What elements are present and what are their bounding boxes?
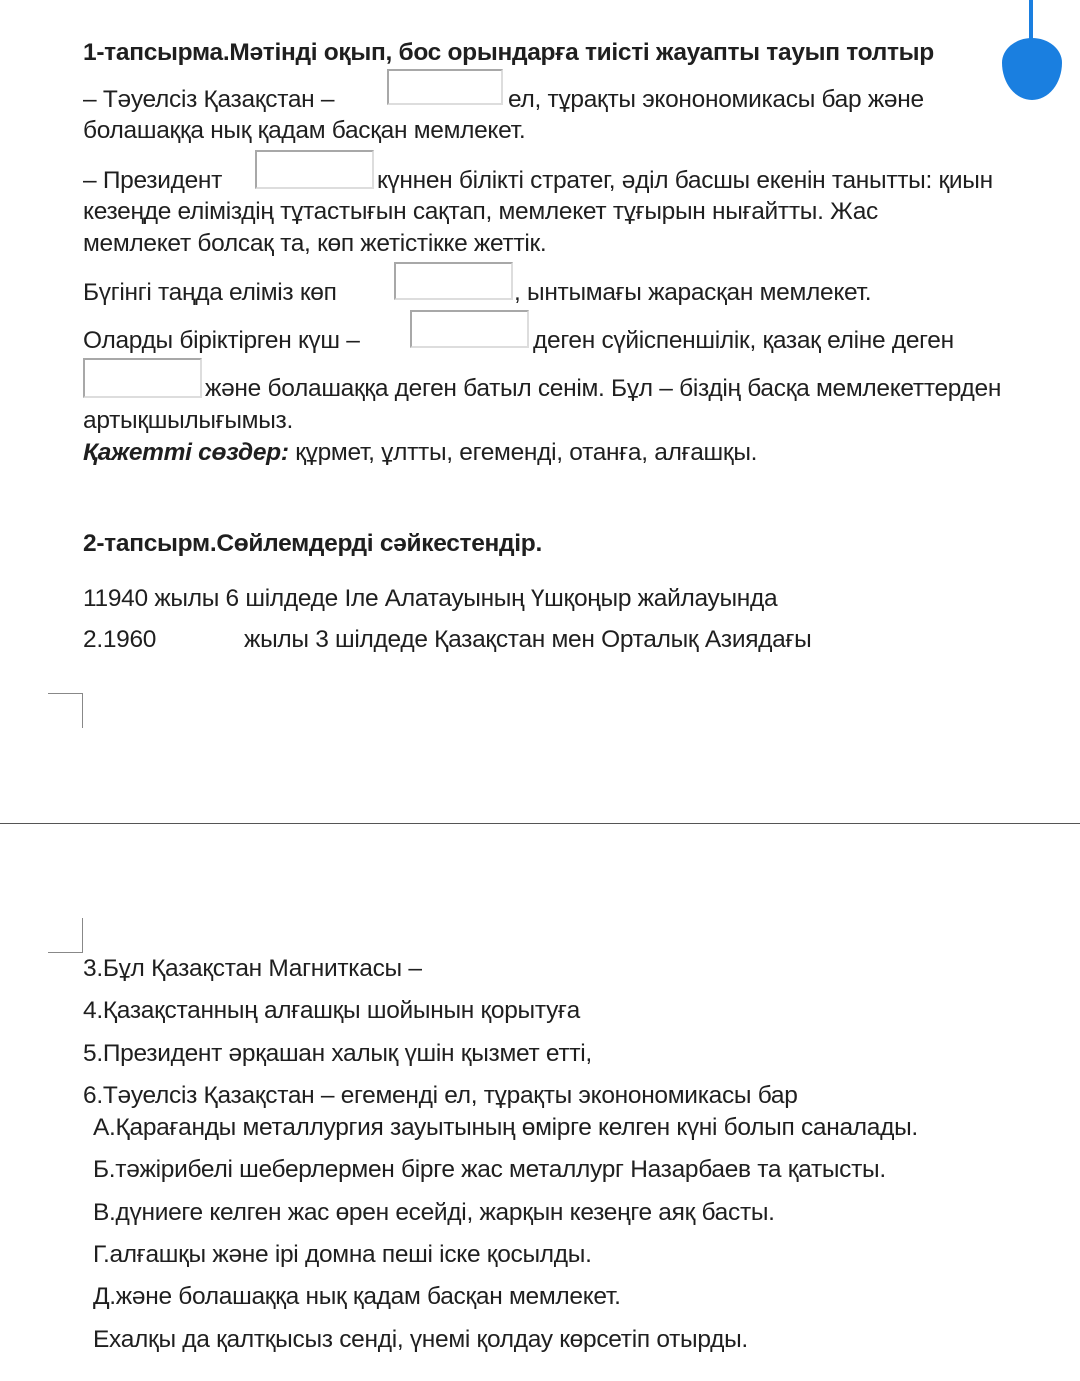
sentence-5: 5.Президент әрқашан халық үшін қызмет етті, [83, 1040, 592, 1067]
text-line: Оларды біріктірген күш – [83, 327, 360, 354]
text-line: күннен білікті стратег, әділ басшы екенін танытты: қиын [377, 167, 993, 194]
text-line: болашаққа нық қадам басқан мемлекет. [83, 117, 526, 144]
text-line: – Тәуелсіз Қазақстан – [83, 86, 335, 113]
sentence-3: 3.Бұл Қазақстан Магниткасы – [83, 955, 422, 982]
sentence-2: жылы 3 шілдеде Қазақстан мен Орталық Азиядағы [244, 626, 812, 653]
sentence-6: 6.Тәуелсіз Қазақстан – егеменді ел, тұрақты эконономикасы бар [83, 1082, 798, 1109]
answer-e: Ехалқы да қалтқысыз сенді, үнемі қолдау көрсетіп отырды. [93, 1326, 748, 1353]
blank-3[interactable] [394, 262, 513, 300]
text-line: мемлекет болсақ та, көп жетістікке жеттік. [83, 230, 547, 257]
page-break [0, 823, 1080, 824]
page-corner-mark [48, 693, 83, 728]
answer-g: Г.алғашқы және ірі домна пеші іске қосылды. [93, 1241, 592, 1268]
blank-5[interactable] [83, 358, 202, 398]
cursor-handle-icon[interactable] [1002, 38, 1062, 100]
text-line: деген сүйіспеншілік, қазақ еліне деген [533, 327, 954, 354]
text-line: , ынтымағы жарасқан мемлекет. [514, 279, 872, 306]
sentence-1: 11940 жылы 6 шілдеде Іле Алатауының Үшқоңыр жайлауында [83, 585, 778, 612]
sentence-2-number: 2.1960 [83, 626, 157, 653]
task1-title: 1-тапсырма.Мәтінді оқып, бос орындарға тиісті жауапты тауып толтыр [83, 39, 934, 66]
answer-v: В.дүниеге келген жас өрен есейді, жарқын кезеңге аяқ басты. [93, 1199, 775, 1226]
required-words [83, 438, 757, 468]
text-line: Бүгінгі таңда еліміз көп [83, 279, 337, 306]
blank-4[interactable] [410, 310, 529, 348]
text-line: – Президент [83, 167, 223, 194]
page-corner-mark [48, 918, 83, 953]
text-line: және болашаққа деген батыл сенім. Бұл – біздің басқа мемлекеттерден [205, 375, 1002, 402]
required-words-list: құрмет, ұлтты, егеменді, отанға, алғашқы. [288, 439, 758, 466]
answer-d: Д.және болашаққа нық қадам басқан мемлекет. [93, 1283, 621, 1310]
text-line: артықшылығымыз. [83, 407, 293, 434]
answer-b: Б.тәжірибелі шеберлермен бірге жас металлург Назарбаев та қатысты. [93, 1156, 886, 1183]
required-words-label: Қажетті сөздер: [83, 439, 289, 466]
blank-2[interactable] [255, 150, 374, 189]
text-line: кезеңде еліміздің тұтастығын сақтап, мемлекет тұғырын нығайтты. Жас [83, 198, 878, 225]
answer-a: А.Қарағанды металлургия зауытының өмірге келген күні болып саналады. [93, 1114, 918, 1141]
task2-title: 2-тапсырм.Сөйлемдерді сәйкестендір. [83, 530, 542, 557]
text-line: ел, тұрақты эконономикасы бар және [508, 86, 924, 113]
sentence-4: 4.Қазақстанның алғашқы шойынын қорытуға [83, 997, 580, 1024]
blank-1[interactable] [387, 69, 503, 105]
